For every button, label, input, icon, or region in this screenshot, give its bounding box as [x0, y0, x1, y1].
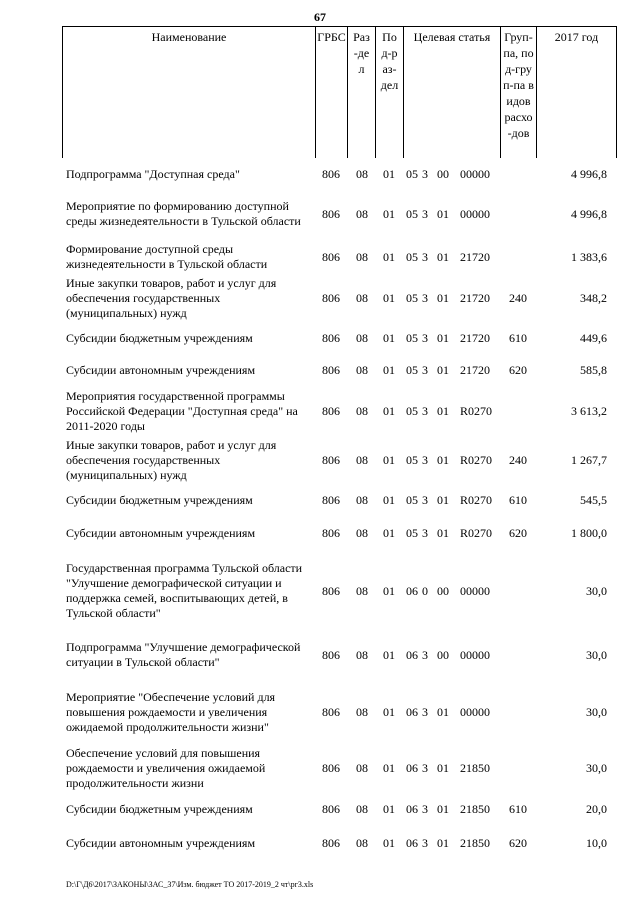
row-target-subprogram: 3 [422, 290, 428, 305]
row-target-event: 01 [437, 290, 449, 305]
row-target-direction: 21850 [460, 801, 490, 816]
row-expense-type: 240 [509, 290, 527, 305]
table-row [0, 436, 640, 484]
row-name: Субсидии бюджетным учреждениям [66, 330, 253, 345]
header-year-label: 2017 год [554, 30, 599, 44]
row-target-program: 05 [406, 492, 418, 507]
header-group-label: Груп-па, под-груп-па видов расхо-дов [503, 30, 534, 140]
row-amount: 30,0 [586, 647, 607, 662]
row-target-program: 05 [406, 452, 418, 467]
row-grbs: 806 [322, 403, 340, 418]
row-name: Мероприятие "Обеспечение условий для повышения рождаемости и увеличения ожидаемой продолжительности жизни" [66, 689, 276, 734]
row-target-event: 01 [437, 330, 449, 345]
row-target-subprogram: 3 [422, 835, 428, 850]
row-target-event: 01 [437, 452, 449, 467]
row-podrazdel: 01 [383, 492, 395, 507]
row-amount: 20,0 [586, 801, 607, 816]
row-name: Мероприятия государственной программы Российской Федерации "Доступная среда" на 2011-2020 годы [66, 388, 298, 433]
row-grbs: 806 [322, 249, 340, 264]
table-row [0, 688, 640, 736]
row-razdel: 08 [356, 583, 368, 598]
row-amount: 4 996,8 [571, 166, 607, 181]
row-target-subprogram: 3 [422, 760, 428, 775]
row-target-event: 01 [437, 760, 449, 775]
header-grbs [315, 26, 347, 158]
header-razdel-label: Раз-дел [353, 30, 370, 76]
row-target-subprogram: 3 [422, 206, 428, 221]
row-expense-type [503, 558, 533, 624]
row-target-subprogram: 3 [422, 249, 428, 264]
header-podrazdel-label: Под-раз-дел [380, 30, 399, 92]
row-target-direction: 00000 [460, 166, 490, 181]
row-target-direction: 00000 [460, 704, 490, 719]
row-grbs: 806 [322, 525, 340, 540]
row-amount: 449,6 [580, 330, 607, 345]
table-row [0, 190, 640, 238]
table-row [0, 488, 640, 512]
row-podrazdel: 01 [383, 290, 395, 305]
row-podrazdel: 01 [383, 166, 395, 181]
page-number: 67 [314, 10, 326, 24]
row-name: Мероприятие по формированию доступной среды жизнедеятельности в Тульской области [66, 199, 301, 228]
row-razdel: 08 [356, 801, 368, 816]
row-name: Обеспечение условий для повышения рождаемости и увеличения ожидаемой продолжительности жизни [66, 745, 266, 790]
row-target-subprogram: 3 [422, 452, 428, 467]
row-grbs: 806 [322, 362, 340, 377]
row-target-direction: R0270 [460, 492, 493, 507]
row-target-program: 05 [406, 249, 418, 264]
row-name: Субсидии бюджетным учреждениям [66, 492, 253, 507]
row-podrazdel: 01 [383, 330, 395, 345]
row-podrazdel: 01 [383, 525, 395, 540]
table-row [0, 744, 640, 792]
header-name [62, 26, 315, 158]
row-target-program: 05 [406, 290, 418, 305]
row-razdel: 08 [356, 492, 368, 507]
row-target-event: 01 [437, 492, 449, 507]
row-target-event: 01 [437, 249, 449, 264]
row-podrazdel: 01 [383, 583, 395, 598]
table-row [0, 358, 640, 382]
header-group [500, 26, 536, 158]
row-podrazdel: 01 [383, 362, 395, 377]
row-razdel: 08 [356, 403, 368, 418]
row-name: Субсидии бюджетным учреждениям [66, 801, 253, 816]
row-razdel: 08 [356, 525, 368, 540]
row-razdel: 08 [356, 835, 368, 850]
row-expense-type: 620 [509, 835, 527, 850]
row-target-program: 06 [406, 647, 418, 662]
row-amount: 348,2 [580, 290, 607, 305]
row-target-direction: 21720 [460, 330, 490, 345]
row-target-event: 01 [437, 704, 449, 719]
row-target-subprogram: 3 [422, 525, 428, 540]
row-expense-type [503, 163, 533, 185]
header-razdel [347, 26, 375, 158]
row-name: Субсидии автономным учреждениям [66, 525, 256, 540]
row-target-program: 05 [406, 206, 418, 221]
row-podrazdel: 01 [383, 403, 395, 418]
header-name-label: Наименование [151, 30, 227, 44]
header-grbs-label: ГРБС [317, 30, 346, 44]
row-grbs: 806 [322, 760, 340, 775]
row-target-program: 05 [406, 403, 418, 418]
row-target-event: 00 [437, 647, 449, 662]
row-podrazdel: 01 [383, 704, 395, 719]
row-razdel: 08 [356, 206, 368, 221]
row-target-subprogram: 3 [422, 704, 428, 719]
row-razdel: 08 [356, 249, 368, 264]
row-razdel: 08 [356, 760, 368, 775]
row-expense-type: 610 [509, 801, 527, 816]
row-target-subprogram: 3 [422, 403, 428, 418]
row-amount: 30,0 [586, 760, 607, 775]
row-name: Субсидии автономным учреждениям [66, 835, 256, 850]
row-podrazdel: 01 [383, 835, 395, 850]
header-year [536, 26, 617, 158]
row-grbs: 806 [322, 835, 340, 850]
row-target-program: 06 [406, 801, 418, 816]
row-target-program: 05 [406, 166, 418, 181]
row-amount: 3 613,2 [571, 403, 607, 418]
row-target-direction: 21850 [460, 760, 490, 775]
row-target-event: 01 [437, 206, 449, 221]
row-target-direction: 21720 [460, 290, 490, 305]
row-razdel: 08 [356, 330, 368, 345]
row-podrazdel: 01 [383, 801, 395, 816]
row-podrazdel: 01 [383, 206, 395, 221]
table-row [0, 387, 640, 435]
row-amount: 1 267,7 [571, 452, 607, 467]
row-podrazdel: 01 [383, 760, 395, 775]
row-expense-type [503, 387, 533, 435]
row-grbs: 806 [322, 583, 340, 598]
row-expense-type [503, 688, 533, 736]
row-amount: 585,8 [580, 362, 607, 377]
row-amount: 1 800,0 [571, 525, 607, 540]
row-razdel: 08 [356, 362, 368, 377]
row-amount: 10,0 [586, 835, 607, 850]
row-podrazdel: 01 [383, 647, 395, 662]
row-target-program: 06 [406, 583, 418, 598]
row-name: Подпрограмма "Доступная среда" [66, 166, 240, 181]
row-grbs: 806 [322, 492, 340, 507]
row-expense-type [503, 240, 533, 274]
row-podrazdel: 01 [383, 452, 395, 467]
table-row [0, 326, 640, 350]
row-amount: 30,0 [586, 583, 607, 598]
row-expense-type: 620 [509, 362, 527, 377]
row-expense-type [503, 631, 533, 679]
table-row [0, 163, 640, 185]
table-row [0, 274, 640, 322]
row-name: Субсидии автономным учреждениям [66, 362, 256, 377]
row-name: Иные закупки товаров, работ и услуг для обеспечения государственных (муниципальных) нужд [66, 437, 277, 482]
row-target-subprogram: 3 [422, 801, 428, 816]
row-target-program: 06 [406, 760, 418, 775]
row-grbs: 806 [322, 206, 340, 221]
row-target-event: 01 [437, 525, 449, 540]
row-target-subprogram: 0 [422, 583, 428, 598]
row-grbs: 806 [322, 452, 340, 467]
row-grbs: 806 [322, 801, 340, 816]
table-row [0, 240, 640, 274]
row-target-subprogram: 3 [422, 647, 428, 662]
row-razdel: 08 [356, 647, 368, 662]
row-grbs: 806 [322, 330, 340, 345]
row-name: Иные закупки товаров, работ и услуг для обеспечения государственных (муниципальных) нужд [66, 275, 277, 320]
row-target-event: 01 [437, 403, 449, 418]
row-target-program: 05 [406, 362, 418, 377]
row-target-event: 01 [437, 835, 449, 850]
row-amount: 545,5 [580, 492, 607, 507]
header-target [403, 26, 500, 158]
row-target-direction: R0270 [460, 525, 493, 540]
row-target-event: 01 [437, 362, 449, 377]
row-expense-type: 610 [509, 492, 527, 507]
row-target-program: 05 [406, 525, 418, 540]
row-target-event: 01 [437, 801, 449, 816]
row-grbs: 806 [322, 704, 340, 719]
row-target-direction: 00000 [460, 206, 490, 221]
file-path-footer: D:\Г\Д6\2017\ЗАКОНЫ\ЗАС_37\Изм. бюджет ТО 2017-2019_2 чт\рг3.xls [66, 880, 314, 889]
table-row [0, 521, 640, 545]
row-name: Формирование доступной среды жизнедеятельности в Тульской области [66, 242, 268, 271]
row-name: Подпрограмма "Улучшение демографической ситуации в Тульской области" [66, 640, 301, 669]
row-razdel: 08 [356, 290, 368, 305]
row-amount: 30,0 [586, 704, 607, 719]
row-target-direction: R0270 [460, 452, 493, 467]
row-grbs: 806 [322, 647, 340, 662]
row-target-direction: 00000 [460, 647, 490, 662]
row-target-event: 00 [437, 583, 449, 598]
row-expense-type [503, 190, 533, 238]
table-row [0, 797, 640, 821]
row-target-program: 06 [406, 704, 418, 719]
row-expense-type [503, 744, 533, 792]
row-expense-type: 610 [509, 330, 527, 345]
header-target-label: Целевая статья [413, 30, 491, 44]
header-podrazdel [375, 26, 403, 158]
row-amount: 4 996,8 [571, 206, 607, 221]
row-target-subprogram: 3 [422, 362, 428, 377]
row-target-program: 05 [406, 330, 418, 345]
table-row [0, 831, 640, 855]
row-podrazdel: 01 [383, 249, 395, 264]
row-target-direction: 21720 [460, 362, 490, 377]
row-grbs: 806 [322, 290, 340, 305]
row-target-direction: R0270 [460, 403, 493, 418]
table-row [0, 558, 640, 624]
table-row [0, 631, 640, 679]
row-expense-type: 620 [509, 525, 527, 540]
row-amount: 1 383,6 [571, 249, 607, 264]
row-razdel: 08 [356, 704, 368, 719]
row-target-subprogram: 3 [422, 166, 428, 181]
row-target-direction: 00000 [460, 583, 490, 598]
row-target-direction: 21850 [460, 835, 490, 850]
row-razdel: 08 [356, 166, 368, 181]
row-target-subprogram: 3 [422, 330, 428, 345]
row-target-subprogram: 3 [422, 492, 428, 507]
row-target-program: 06 [406, 835, 418, 850]
row-target-event: 00 [437, 166, 449, 181]
row-expense-type: 240 [509, 452, 527, 467]
row-grbs: 806 [322, 166, 340, 181]
row-name: Государственная программа Тульской области "Улучшение демографической ситуации и поддержка семей, воспитывающих детей, в Тульской области" [66, 561, 303, 620]
row-razdel: 08 [356, 452, 368, 467]
row-target-direction: 21720 [460, 249, 490, 264]
